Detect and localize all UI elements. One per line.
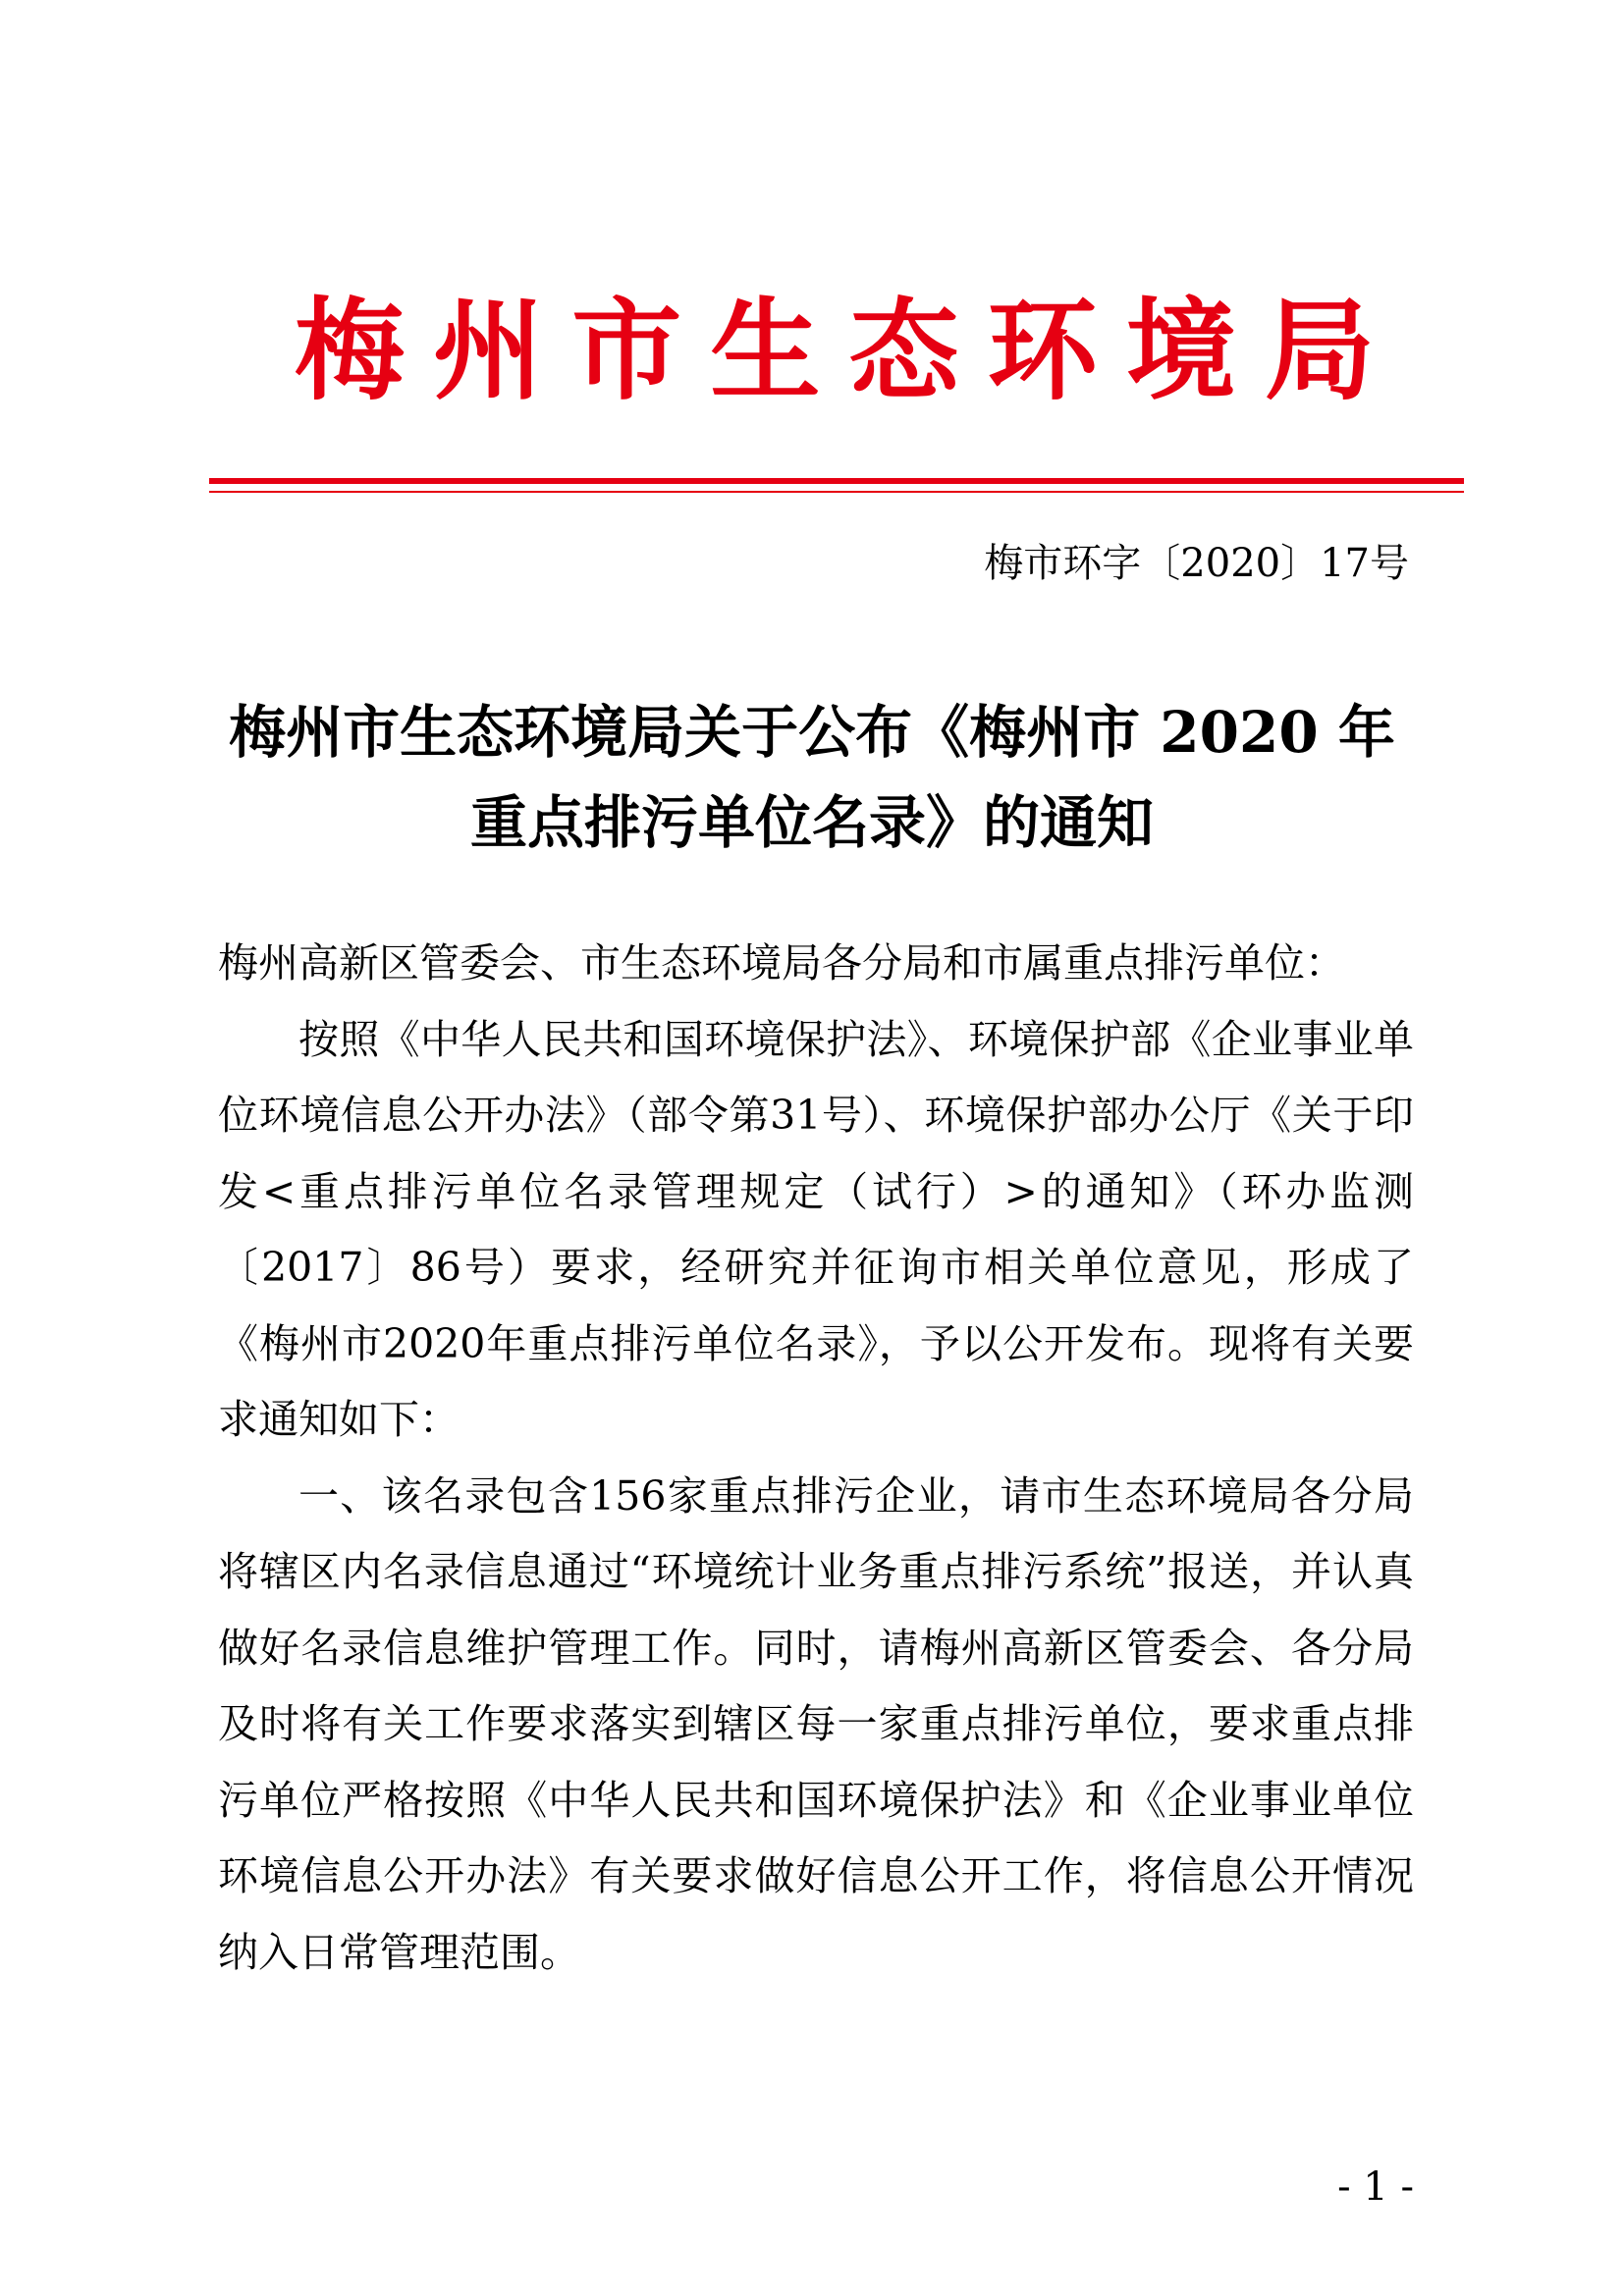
agency-header-char: 境	[1125, 287, 1236, 415]
page-number: - 1 -	[1337, 2164, 1414, 2210]
document-title	[209, 687, 1415, 868]
agency-header-char: 局	[1264, 287, 1375, 415]
agency-header-char: 州	[433, 287, 544, 415]
agency-header-char: 市	[571, 287, 682, 415]
addressee-line: 梅州高新区管委会、市生态环境局各分局和市属重点排污单位：	[218, 939, 1345, 987]
body-paragraph-1: 按照《中华人民共和国环境保护法》、环境保护部《企业事业单位环境信息公开办法》（部令第31号）、环境保护部办公厅《关于印发<重点排污单位名录管理规定（试行）>的通知》（环办监测〔2017〕86号）要求，经研究并征询市相关单位意见，形成了《梅州市2020年重点排污单位名录》，予以公开发布。现将有关要求通知如下：	[218, 1015, 1414, 1443]
header-red-rule-thin	[209, 491, 1464, 493]
agency-header-char: 梅	[295, 287, 405, 415]
document-number: 梅市环字〔2020〕17号	[984, 541, 1409, 586]
body-paragraph-2: 一、该名录包含156家重点排污企业，请市生态环境局各分局将辖区内名录信息通过“环境统计业务重点排污系统”报送，并认真做好名录信息维护管理工作。同时，请梅州高新区管委会、各分局及时将有关工作要求落实到辖区每一家重点排污单位，要求重点排污单位严格按照《中华人民共和国环境保护法》和《企业事业单位环境信息公开办法》有关要求做好信息公开工作，将信息公开情况纳入日常管理范围。	[218, 1471, 1414, 1976]
agency-header-char: 态	[848, 287, 959, 415]
agency-header-title	[295, 283, 1375, 420]
agency-header-char: 生	[710, 287, 821, 415]
document-title-line-1: 梅州市生态环境局关于公布《梅州市 2020 年	[229, 699, 1395, 766]
document-title-line-2: 重点排污单位名录》的通知	[469, 789, 1154, 856]
agency-header-char: 环	[987, 287, 1098, 415]
header-red-rule-thick	[209, 478, 1464, 484]
document-body	[218, 926, 1414, 1991]
